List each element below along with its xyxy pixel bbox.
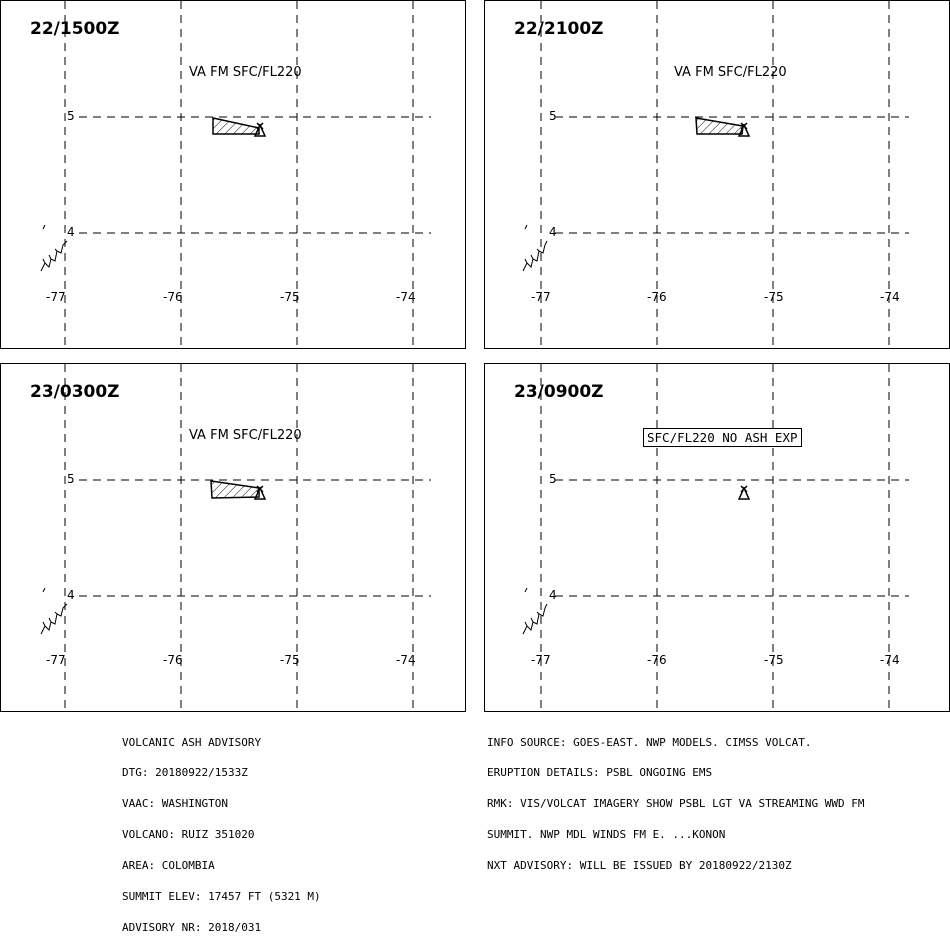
lat-label: 5 [67,109,75,123]
panel-time: 22/2100Z [514,19,604,39]
ash-label: VA FM SFC/FL220 [674,65,787,80]
lon-label: -75 [764,290,784,304]
lat-label: 5 [549,109,557,123]
ash-label: VA FM SFC/FL220 [189,428,302,443]
advisory-line: RMK: VIS/VOLCAT IMAGERY SHOW PSBL LGT VA STREAMING WWD FM [487,797,865,811]
lon-label: -74 [396,653,416,667]
lat-label: 4 [67,225,75,239]
advisory-line: VOLCANIC ASH ADVISORY [122,735,262,749]
advisory-line: ADVISORY NR: 2018/031 [122,920,262,934]
lon-label: -76 [647,290,667,304]
advisory-line: SUMMIT. NWP MDL WINDS FM E. ...KONON [487,828,726,842]
lat-label: 4 [67,588,75,602]
lon-label: -75 [280,290,300,304]
advisory-line: NXT ADVISORY: WILL BE ISSUED BY 20180922/2130Z [487,859,792,873]
advisory-line: VOLCANO: RUIZ 351020 [122,828,255,842]
advisory-line: DTG: 20180922/1533Z [122,766,248,780]
lon-label: -74 [396,290,416,304]
lat-label: 5 [549,472,557,486]
map-panel-4 [484,363,950,712]
lon-label: -76 [163,653,183,667]
coastline [523,225,547,271]
advisory-line: ERUPTION DETAILS: PSBL ONGOING EMS [487,766,713,780]
advisory-line: VAAC: WASHINGTON [122,797,228,811]
panel-time: 23/0300Z [30,382,120,402]
ash-polygon [211,481,259,498]
lon-label: -77 [531,290,551,304]
lon-label: -74 [880,290,900,304]
coastline [41,588,67,634]
ash-polygon [213,118,259,134]
ash-label: VA FM SFC/FL220 [189,65,302,80]
lon-label: -75 [280,653,300,667]
advisory-info-left [122,717,321,944]
volcano-icon [739,486,749,499]
lon-label: -75 [764,653,784,667]
no-ash-label: SFC/FL220 NO ASH EXP [643,428,802,447]
advisory-info-right [487,717,865,882]
map-panel-3 [0,363,466,712]
lon-label: -76 [647,653,667,667]
advisory-line: INFO SOURCE: GOES-EAST. NWP MODELS. CIMSS VOLCAT. [487,735,812,749]
advisory-line: AREA: COLOMBIA [122,859,215,873]
lon-label: -76 [163,290,183,304]
panel-time: 23/0900Z [514,382,604,402]
map-panel-2 [484,0,950,349]
lon-label: -77 [46,653,66,667]
coastline [523,588,547,634]
coastline [41,225,67,271]
lat-label: 4 [549,225,557,239]
ash-polygon [696,118,743,134]
panel-time: 22/1500Z [30,19,120,39]
lon-label: -77 [531,653,551,667]
lon-label: -74 [880,653,900,667]
lon-label: -77 [46,290,66,304]
advisory-line: SUMMIT ELEV: 17457 FT (5321 M) [122,890,321,904]
lat-label: 4 [549,588,557,602]
map-panel-1 [0,0,466,349]
lat-label: 5 [67,472,75,486]
